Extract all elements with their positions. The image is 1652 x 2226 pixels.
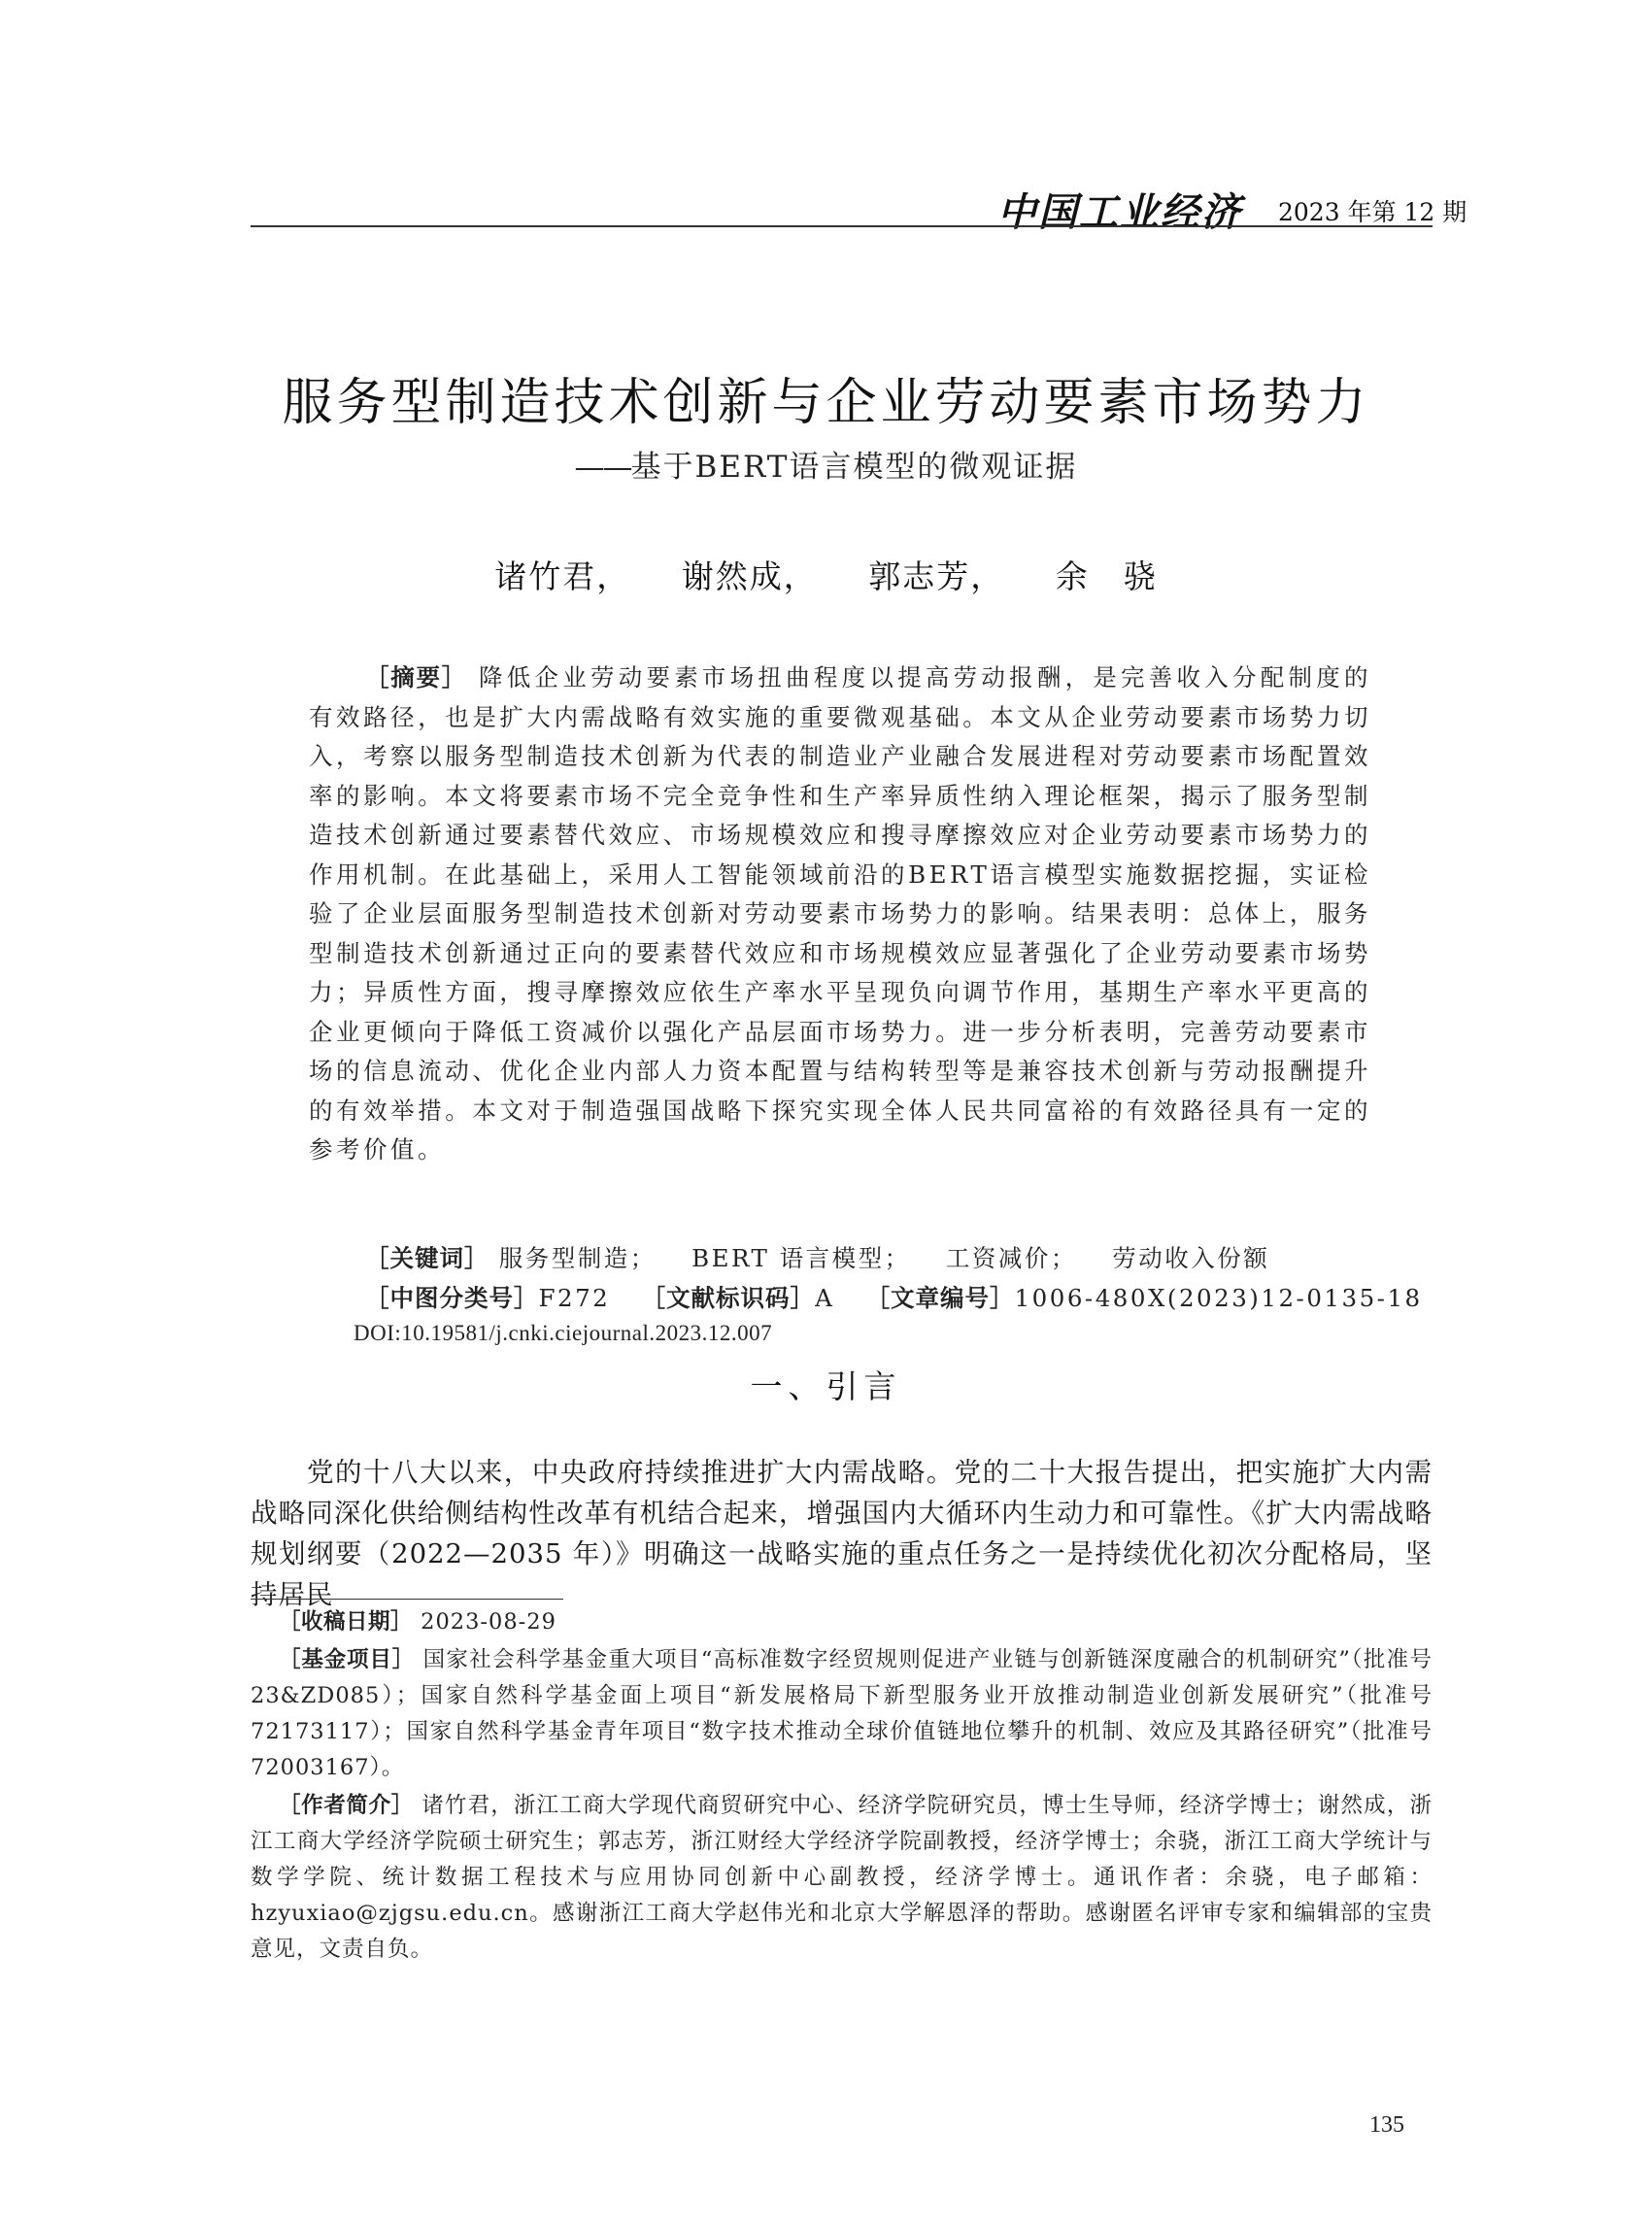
funding-text: 国家社会科学基金重大项目“高标准数字经贸规则促进产业链与创新链深度融合的机制研究”（批准号 23&ZD085）；国家自然科学基金面上项目“新发展格局下新型服务业开放推动制造业创新发展研究”（批准号 72173117）；国家自然科学基金青年项目“数字技术推动全球价值链地位攀升的机制、效应及其路径研究”（批准号 72003167）。 <box>251 1647 1433 1780</box>
received-date: 2023-08-29 <box>421 1609 556 1635</box>
subtitle-text: 基于BERT语言模型的微观证据 <box>630 450 1078 485</box>
keyword: 工资减价； <box>945 1244 1077 1272</box>
clc-label: ［中图分类号］ <box>365 1284 539 1312</box>
journal-issue: 2023 年第 12 期 <box>1278 198 1467 226</box>
page-number: 135 <box>1369 2112 1404 2138</box>
author-info-label: ［作者简介］ <box>279 1793 414 1818</box>
author-name: 谢然成， <box>681 557 818 595</box>
author-name: 郭志芳， <box>868 557 1005 595</box>
paper-subtitle <box>0 442 1652 486</box>
footnote-authors <box>251 1788 1433 1968</box>
journal-logo: 中国工业经济 <box>997 190 1242 235</box>
abstract-label: ［摘要］ <box>365 663 467 691</box>
funding-label: ［基金项目］ <box>279 1647 416 1672</box>
received-label: ［收稿日期］ <box>279 1609 414 1635</box>
keyword: 服务型制造； <box>498 1244 657 1272</box>
abstract-text: 降低企业劳动要素市场扭曲程度以提高劳动报酬，是完善收入分配制度的有效路径，也是扩大内需战略有效实施的重要微观基础。本文从企业劳动要素市场势力切入，考察以服务型制造技术创新为代表的制造业产业融合发展进程对劳动要素市场配置效率的影响。本文将要素市场不完全竞争性和生产率异质性纳入理论框架，揭示了服务型制造技术创新通过要素替代效应、市场规模效应和搜寻摩擦效应对企业劳动要素市场势力的作用机制。在此基础上，采用人工智能领域前沿的BERT语言模型实施数据挖掘，实证检验了企业层面服务型制造技术创新对劳动要素市场势力的影响。结果表明：总体上，服务型制造技术创新通过正向的要素替代效应和市场规模效应显著强化了企业劳动要素市场势力；异质性方面，搜寻摩擦效应依生产率水平呈现负向调节作用，基期生产率水平更高的企业更倾向于降低工资减价以强化产品层面市场势力。进一步分析表明，完善劳动要素市场的信息流动、优化企业内部人力资本配置与结构转型等是兼容技术创新与劳动报酬提升的有效举措。本文对于制造强国战略下探究实现全体人民共同富裕的有效路径具有一定的参考价值。 <box>309 663 1371 1164</box>
author-list <box>0 552 1652 597</box>
keywords-line <box>365 1240 1295 1274</box>
clc-value: F272 <box>538 1284 611 1312</box>
author-name: 余 骁 <box>1055 557 1158 595</box>
doc-code-value: A <box>815 1284 835 1312</box>
keywords-label: ［关键词］ <box>365 1244 489 1272</box>
article-number-value: 1006-480X(2023)12-0135-18 <box>1014 1284 1423 1312</box>
classification-line <box>365 1280 1444 1314</box>
footnote-received <box>251 1604 1433 1640</box>
footnotes <box>251 1604 1433 1970</box>
paper-title: 服务型制造技术创新与企业劳动要素市场势力 <box>282 374 1370 432</box>
subtitle-dash: —— <box>574 450 631 485</box>
doc-code-label: ［文献标识码］ <box>641 1284 816 1312</box>
doi: DOI:10.19581/j.cnki.ciejournal.2023.12.007 <box>354 1321 773 1345</box>
header-rule <box>251 225 1433 227</box>
section-title: 一、引言 <box>750 1367 902 1405</box>
body-paragraph: 党的十八大以来，中央政府持续推进扩大内需战略。党的二十大报告提出，把实施扩大内需战略同深化供给侧结构性改革有机结合起来，增强国内大循环内生动力和可靠性。《扩大内需战略规划纲要（2022—2035 年）》明确这一战略实施的重点任务之一是持续优化初次分配格局，坚持居民 <box>251 1457 1433 1610</box>
author-name: 诸竹君， <box>494 557 631 595</box>
footnote-funding <box>251 1642 1433 1786</box>
footnote-rule <box>251 1599 563 1600</box>
keyword: BERT 语言模型； <box>691 1244 911 1272</box>
author-info-text: 诸竹君，浙江工商大学现代商贸研究中心、经济学院研究员，博士生导师，经济学博士；谢然成，浙江工商大学经济学院硕士研究生；郭志芳，浙江财经大学经济学院副教授，经济学博士；余骁，浙江工商大学统计与数学学院、统计数据工程技术与应用协同创新中心副教授，经济学博士。通讯作者：余骁，电子邮箱：hzyuxiao@zjgsu.edu.cn。感谢浙江工商大学赵伟光和北京大学解恩泽的帮助。感谢匿名评审专家和编辑部的宝贵意见，文责自负。 <box>251 1793 1433 1962</box>
abstract <box>309 658 1371 1170</box>
article-number-label: ［文章编号］ <box>865 1284 1015 1312</box>
keyword: 劳动收入份额 <box>1112 1244 1270 1272</box>
